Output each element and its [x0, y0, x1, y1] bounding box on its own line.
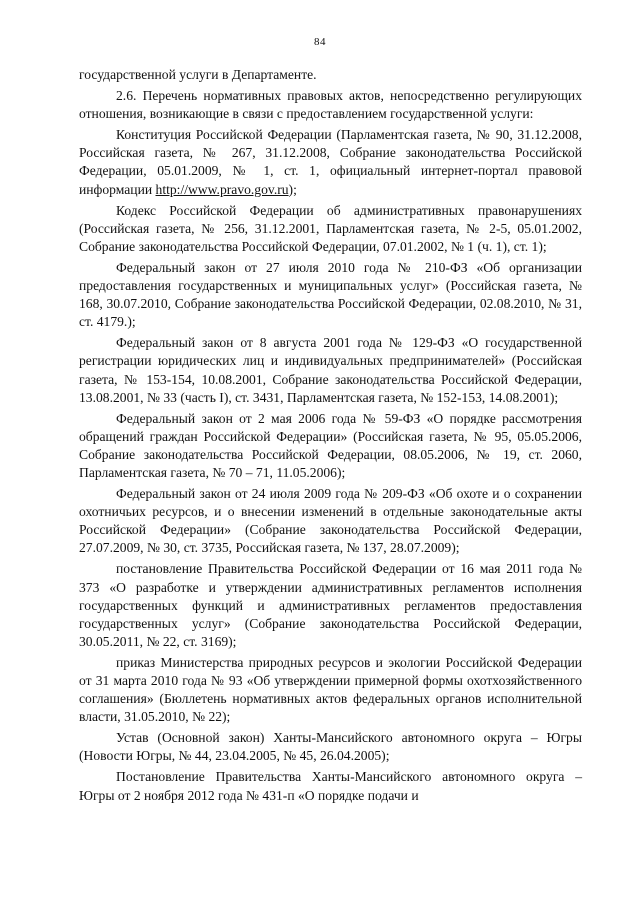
- paragraph-postanovlenie-373: постановление Правительства Российской Федерации от 16 мая 2011 года № 373 «О разработке и утверждении административных регламентов исполнения государственных функций и административных регламентов предоставления государственных услуг» (Собрание законодательства Российской Федерации, 30.05.2011, № 22, ст. 3169);: [79, 561, 582, 649]
- paragraph-fz-209: Федеральный закон от 24 июля 2009 года № 209-ФЗ «Об охоте и о сохранении охотничьих ресурсов, и о внесении изменений в отдельные законодательные акты Российской Федерации» (Собрание законодательства Российской Федерации, 27.07.2009, № 30, ст. 3735, Российская газета, № 137, 28.07.2009);: [79, 486, 582, 556]
- paragraph-postanovlenie-431p: Постановление Правительства Ханты-Мансийского автономного округа – Югры от 2 ноября 2012 года № 431-п «О порядке подачи и: [79, 769, 582, 803]
- constitution-tail: );: [288, 181, 297, 197]
- paragraph-constitution: [79, 126, 582, 198]
- paragraph-koap: Кодекс Российской Федерации об административных правонарушениях (Российская газета, № 256, 31.12.2001, Парламентская газета, № 2-5, 05.01.2002, Собрание законодательства Российской Федерации, 07.01.2002, № 1 (ч. 1), ст. 1);: [79, 202, 582, 254]
- document-body: [79, 66, 582, 805]
- section-2-6-heading: 2.6. Перечень нормативных правовых актов, непосредственно регулирующих отношения, возникающие в связи с предоставлением государственной услуги:: [79, 88, 582, 122]
- pravo-gov-link[interactable]: http://www.pravo.gov.ru: [155, 181, 289, 197]
- constitution-text: Конституция Российской Федерации (Парламентская газета, № 90, 31.12.2008, Российская газета, № 267, 31.12.2008, Собрание законодательства Российской Федерации, 05.01.2009, № 1, ст. 1, официальный интернет-портал правовой информации: [79, 127, 582, 197]
- paragraph-fz-129: Федеральный закон от 8 августа 2001 года № 129-ФЗ «О государственной регистрации юридических лиц и индивидуальных предпринимателей» (Российская газета, № 153-154, 10.08.2001, Собрание законодательства Российской Федерации, 13.08.2001, № 33 (часть I), ст. 3431, Парламентская газета, № 152-153, 14.08.2001);: [79, 335, 582, 405]
- paragraph-continuation: государственной услуги в Департаменте.: [79, 67, 317, 82]
- paragraph-ustav-yugry: Устав (Основной закон) Ханты-Мансийского автономного округа – Югры (Новости Югры, № 44, 23.04.2005, № 45, 26.04.2005);: [79, 730, 582, 764]
- paragraph-prikaz-93: приказ Министерства природных ресурсов и экологии Российской Федерации от 31 марта 2010 года № 93 «Об утверждении примерной формы охотхозяйственного соглашения» (Бюллетень нормативных актов федеральных органов исполнительной власти, 31.05.2010, № 22);: [79, 654, 582, 725]
- paragraph-fz-59: Федеральный закон от 2 мая 2006 года № 59-ФЗ «О порядке рассмотрения обращений граждан Российской Федерации» (Российская газета, № 95, 05.05.2006, Собрание законодательства Российской Федерации, 08.05.2006, № 19, ст. 2060, Парламентская газета, № 70 – 71, 11.05.2006);: [79, 410, 582, 480]
- paragraph-fz-210: Федеральный закон от 27 июля 2010 года № 210-ФЗ «Об организации предоставления государственных и муниципальных услуг» (Российская газета, № 168, 30.07.2010, Собрание законодательства Российской Федерации, 02.08.2010, № 31, ст. 4179.);: [79, 259, 582, 330]
- page-number: 84: [314, 36, 326, 48]
